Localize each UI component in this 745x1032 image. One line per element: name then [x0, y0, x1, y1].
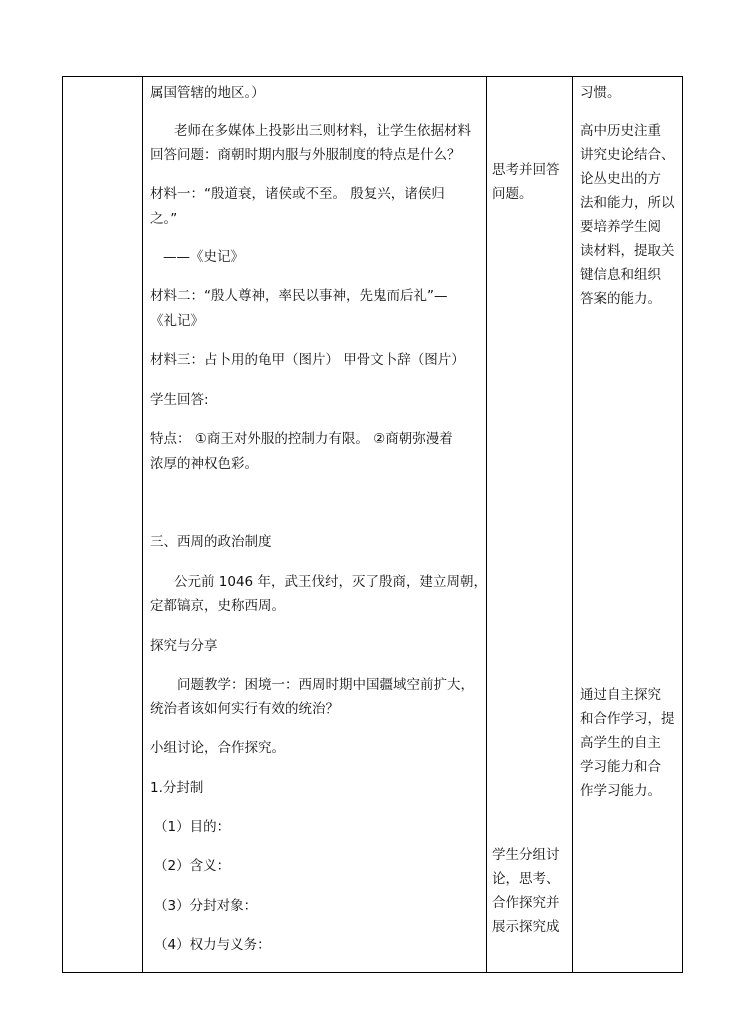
text-line: 《礼记》 — [150, 313, 204, 329]
text-line: 键信息和组织 — [580, 267, 661, 283]
text-line: 学生回答: — [150, 392, 209, 408]
text-line: 高中历史注重 — [580, 123, 661, 139]
text-line: 问题。 — [492, 186, 533, 202]
student-activity-cell — [487, 77, 573, 973]
text-line: 通过自主探究 — [580, 687, 661, 703]
teaching-process-cell — [143, 77, 487, 973]
text-line: 属国管辖的地区。） — [150, 85, 265, 101]
design-intent-cell — [573, 77, 683, 973]
text-line: 和合作学习，提 — [580, 711, 675, 727]
text-line: 问题教学：困境一：西周时期中国疆域空前扩大， — [177, 677, 474, 693]
section-heading: 三、西周的政治制度 — [150, 534, 272, 550]
source-citation: ——《史记》 — [163, 249, 244, 265]
text-line: 展示探究成 — [492, 919, 560, 935]
text-line: 高学生的自主 — [580, 735, 661, 751]
text-line: 材料一：“殷道衰，诸侯或不至。 殷复兴，诸侯归 — [150, 186, 445, 202]
text-line: 定都镐京，史称西周。 — [150, 598, 285, 614]
text-line: 浓厚的神权色彩。 — [150, 456, 258, 472]
text-line: 学生分组讨 — [492, 847, 560, 863]
table-row — [63, 77, 683, 973]
text-line: 老师在多媒体上投影出三则材料，让学生依据材料 — [174, 123, 471, 139]
text-line: 法和能力，所以 — [580, 195, 675, 211]
text-line: 材料三：占卜用的龟甲（图片） 甲骨文卜辞（图片） — [150, 352, 465, 368]
text-line: （1）目的： — [154, 819, 231, 835]
text-line: 公元前 1046 年，武王伐纣，灭了殷商，建立周朝， — [174, 574, 487, 590]
text-line: 合作探究并 — [492, 895, 560, 911]
text-line: 统治者该如何实行有效的统治？ — [150, 701, 339, 717]
text-line: 学习能力和合 — [580, 759, 661, 775]
text-line: 特点： ①商王对外服的控制力有限。 ②商朝弥漫着 — [150, 431, 453, 447]
text-line: （2）含义： — [154, 858, 231, 874]
text-line: 作学习能力。 — [580, 783, 661, 799]
lesson-plan-table — [62, 76, 683, 973]
text-line: 思考并回答 — [492, 162, 560, 178]
text-line: 要培养学生阅 — [580, 219, 661, 235]
text-line: 回答问题：商朝时期内服与外服制度的特点是什么？ — [150, 147, 461, 163]
text-line: 习惯。 — [580, 85, 621, 101]
text-line: （3）分封对象： — [154, 898, 258, 914]
text-line: （4）权力与义务： — [154, 937, 271, 953]
text-line: 论，思考、 — [492, 871, 560, 887]
section-label-cell — [63, 77, 143, 973]
text-line: 讲究史论结合、 — [580, 147, 675, 163]
text-line: 探究与分享 — [150, 638, 218, 654]
text-line: 小组讨论，合作探究。 — [150, 740, 285, 756]
text-line: 之。” — [150, 211, 178, 227]
text-line: 论丛史出的方 — [580, 171, 661, 187]
text-line: 材料二：“殷人尊神，率民以事神，先鬼而后礼”— — [150, 288, 448, 304]
text-line: 读材料，提取关 — [580, 243, 675, 259]
text-line: 1.分封制 — [150, 780, 204, 796]
text-line: 答案的能力。 — [580, 291, 661, 307]
